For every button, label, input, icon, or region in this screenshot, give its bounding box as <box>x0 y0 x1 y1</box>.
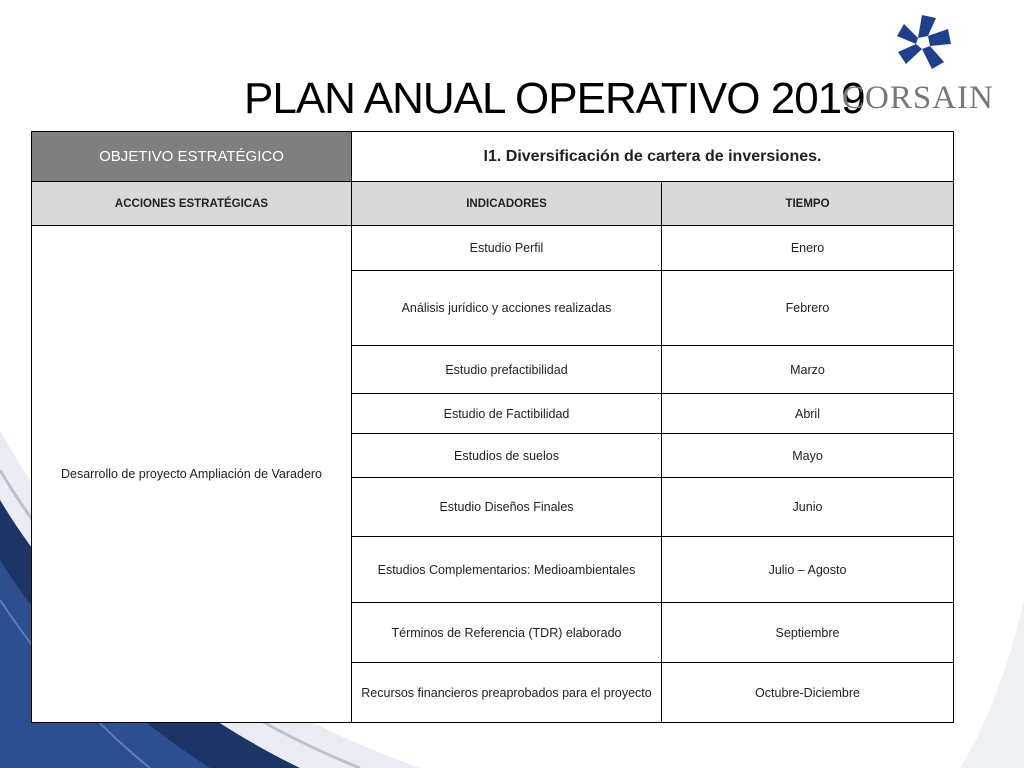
indicator-cell: Recursos financieros preaprobados para el proyecto <box>352 663 662 723</box>
corsain-logo-icon <box>894 12 954 72</box>
indicator-cell: Análisis jurídico y acciones realizadas <box>352 271 662 346</box>
time-cell: Marzo <box>662 346 954 394</box>
corsain-logo <box>842 12 1008 118</box>
corsain-logo-text: CORSAIN <box>842 80 994 116</box>
time-cell: Julio – Agosto <box>662 537 954 603</box>
indicator-cell: Estudio prefactibilidad <box>352 346 662 394</box>
indicator-cell: Estudio Diseños Finales <box>352 478 662 537</box>
column-header-actions: ACCIONES ESTRATÉGICAS <box>32 182 352 226</box>
indicator-cell: Términos de Referencia (TDR) elaborado <box>352 603 662 663</box>
indicator-cell: Estudio de Factibilidad <box>352 394 662 434</box>
objective-value: I1. Diversificación de cartera de inversiones. <box>352 132 954 182</box>
time-cell: Febrero <box>662 271 954 346</box>
time-cell: Mayo <box>662 434 954 478</box>
time-cell: Octubre-Diciembre <box>662 663 954 723</box>
time-cell: Junio <box>662 478 954 537</box>
indicator-cell: Estudio Perfil <box>352 226 662 271</box>
objective-label: OBJETIVO ESTRATÉGICO <box>32 132 352 182</box>
table-row <box>32 226 954 271</box>
plan-table <box>31 131 954 723</box>
page-title: PLAN ANUAL OPERATIVO 2019 <box>244 74 865 123</box>
indicator-cell: Estudios de suelos <box>352 434 662 478</box>
objective-row <box>32 132 954 182</box>
time-cell: Enero <box>662 226 954 271</box>
time-cell: Septiembre <box>662 603 954 663</box>
column-header-row <box>32 182 954 226</box>
strategic-action-cell: Desarrollo de proyecto Ampliación de Varadero <box>32 226 352 723</box>
column-header-indicators: INDICADORES <box>352 182 662 226</box>
indicator-cell: Estudios Complementarios: Medioambientales <box>352 537 662 603</box>
time-cell: Abril <box>662 394 954 434</box>
column-header-time: TIEMPO <box>662 182 954 226</box>
